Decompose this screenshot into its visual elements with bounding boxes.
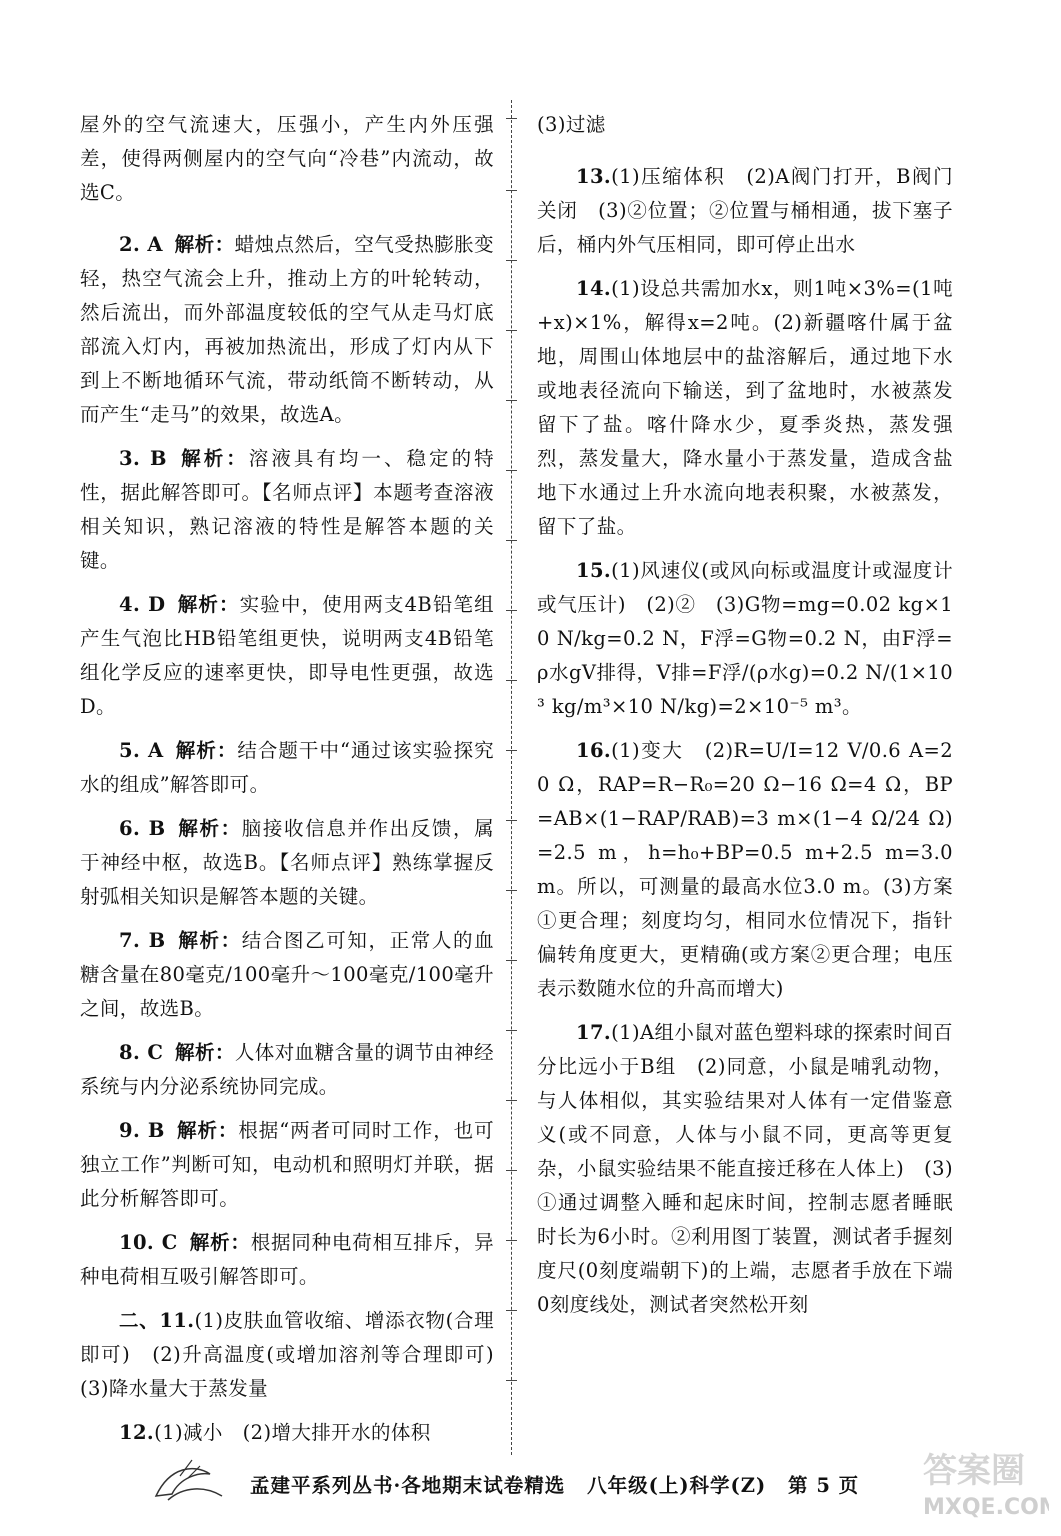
left-para-8: 9. B 解析：根据“两者可同时工作，也可独立工作”判断可知，电动机和照明灯并联，据此分析解答即可。 xyxy=(80,1119,495,1210)
right-column xyxy=(537,108,953,1332)
divider-tick xyxy=(506,750,517,751)
divider-tick xyxy=(506,610,517,611)
right-para-4: 16.(1)变大 (2)R=U/I=12 V/0.6 A=20 Ω，RAP=R−R₀=20 Ω−16 Ω=4 Ω，BP=AB×(1−RAP/RAB)=3 m×(1−4 Ω/24 Ω)=2.5 m，h=h₀+BP=0.5 m+2.5 m=3.0 m。所以，可测量的最高水位3.0 m。(3)方案①更合理；刻度均匀，相同水位情况下，指针偏转角度更大，更精确(或方案②更合理；电压表示数随水位的升高而增大) xyxy=(537,739,953,1000)
divider-tick xyxy=(506,470,517,471)
left-column xyxy=(80,108,514,1460)
left-para-4: 5. A 解析：结合题干中“通过该实验探究水的组成”解答即可。 xyxy=(80,739,494,796)
left-para-2: 3. B 解析：溶液具有均一、稳定的特性，据此解答即可。【名师点评】本题考查溶液相关知识，熟记溶液的特性是解答本题的关键。 xyxy=(80,447,494,572)
right-para-1: 13.(1)压缩体积 (2)A阀门打开，B阀门关闭 (3)②位置；②位置与桶相通，拔下塞子后，桶内外气压相同，即可停止出水 xyxy=(537,165,953,256)
divider-tick xyxy=(506,1100,517,1101)
left-para-0: 屋外的空气流速大，压强小，产生内外压强差，使得两侧屋内的空气向“冷巷”内流动，故选C。 xyxy=(80,113,494,204)
column-divider xyxy=(511,100,512,1455)
divider-tick xyxy=(506,118,517,119)
divider-tick xyxy=(506,1170,517,1171)
divider-tick xyxy=(506,1030,517,1031)
left-para-10: 二、11.(1)皮肤血管收缩、增添衣物(合理即可) (2)升高温度(或增加溶剂等合理即可) (3)降水量大于蒸发量 xyxy=(80,1309,514,1400)
divider-tick xyxy=(506,400,517,401)
right-para-3: 15.(1)风速仪(或风向标或温度计或湿度计或气压计) (2)② (3)G物=mg=0.02 kg×10 N/kg=0.2 N，F浮=G物=0.2 N，由F浮=ρ水gV排得，V排=F浮/(ρ水g)=0.2 N/(1×10³ kg/m³×10 N/kg)=2×10⁻⁵ m³。 xyxy=(537,559,953,718)
right-para-5: 17.(1)A组小鼠对蓝色塑料球的探索时间百分比远小于B组 (2)同意，小鼠是哺乳动物，与人体相似，其实验结果对人体有一定借鉴意义(或不同意，人体与小鼠不同，更高等更复杂，小鼠实验结果不能直接迁移在人体上) (3)①通过调整入睡和起床时间，控制志愿者睡眠时长为6小时。②利用图丁装置，测试者手握刻度尺(0刻度端朝下)的上端，志愿者手放在下端0刻度线处，测试者突然松开刻 xyxy=(537,1021,953,1316)
divider-tick xyxy=(506,190,517,191)
divider-tick xyxy=(506,960,517,961)
divider-tick xyxy=(506,1310,517,1311)
left-para-11: 12.(1)减小 (2)增大排开水的体积 xyxy=(119,1421,431,1444)
left-para-6: 7. B 解析：结合图乙可知，正常人的血糖含量在80毫克/100毫升～100毫克/100毫升之间，故选B。 xyxy=(80,929,494,1020)
left-para-1: 2. A 解析：蜡烛点然后，空气受热膨胀变轻，热空气流会上升，推动上方的叶轮转动，然后流出，而外部温度较低的空气从走马灯底部流入灯内，再被加热流出，形成了灯内从下到上不断地循环气流，带动纸筒不断转动，从而产生“走马”的效果，故选A。 xyxy=(80,233,494,426)
watermark-brand: 答案圈 xyxy=(923,1451,1025,1491)
divider-tick xyxy=(506,540,517,541)
left-para-5: 6. B 解析：脑接收信息并作出反馈，属于神经中枢，故选B。【名师点评】熟练掌握反射弧相关知识是解答本题的关键。 xyxy=(80,817,494,908)
watermark xyxy=(919,1442,1049,1526)
left-para-7: 8. C 解析：人体对血糖含量的调节由神经系统与内分泌系统协同完成。 xyxy=(80,1041,495,1098)
divider-tick xyxy=(506,890,517,891)
divider-tick xyxy=(506,820,517,821)
left-para-3: 4. D 解析：实验中，使用两支4B铅笔组产生气泡比HB铅笔组更快，说明两支4B铅笔组化学反应的速率更快，即导电性更强，故选D。 xyxy=(80,593,495,718)
divider-tick xyxy=(506,1380,517,1381)
watermark-site: MXQE.COM xyxy=(923,1495,1049,1520)
right-para-0: (3)过滤 xyxy=(537,113,606,136)
divider-tick xyxy=(506,260,517,261)
footer-series: 孟建平系列丛书·各地期末试卷精选 xyxy=(250,1474,566,1497)
right-para-2: 14.(1)设总共需加水x，则1吨×3%=(1吨+x)×1%，解得x=2吨。(2)新疆喀什属于盆地，周围山体地层中的盐溶解后，通过地下水或地表径流向下输送，到了盆地时，水被蒸发留下了盐。喀什降水少，夏季炎热，蒸发强烈，蒸发量大，降水量小于蒸发量，造成含盐地下水通过上升水流向地表积聚，水被蒸发，留下了盐。 xyxy=(537,277,953,538)
watermark-logo xyxy=(919,1442,1049,1522)
divider-tick xyxy=(506,680,517,681)
left-para-9: 10. C 解析：根据同种电荷相互排斥，异种电荷相互吸引解答即可。 xyxy=(80,1231,494,1288)
divider-tick xyxy=(506,330,517,331)
divider-tick xyxy=(506,1240,517,1241)
page-footer xyxy=(250,1470,873,1498)
footer-grade: 八年级(上)科学(Z) xyxy=(587,1474,767,1497)
series-logo-icon xyxy=(150,1456,230,1512)
footer-page: 第 5 页 xyxy=(788,1474,860,1497)
